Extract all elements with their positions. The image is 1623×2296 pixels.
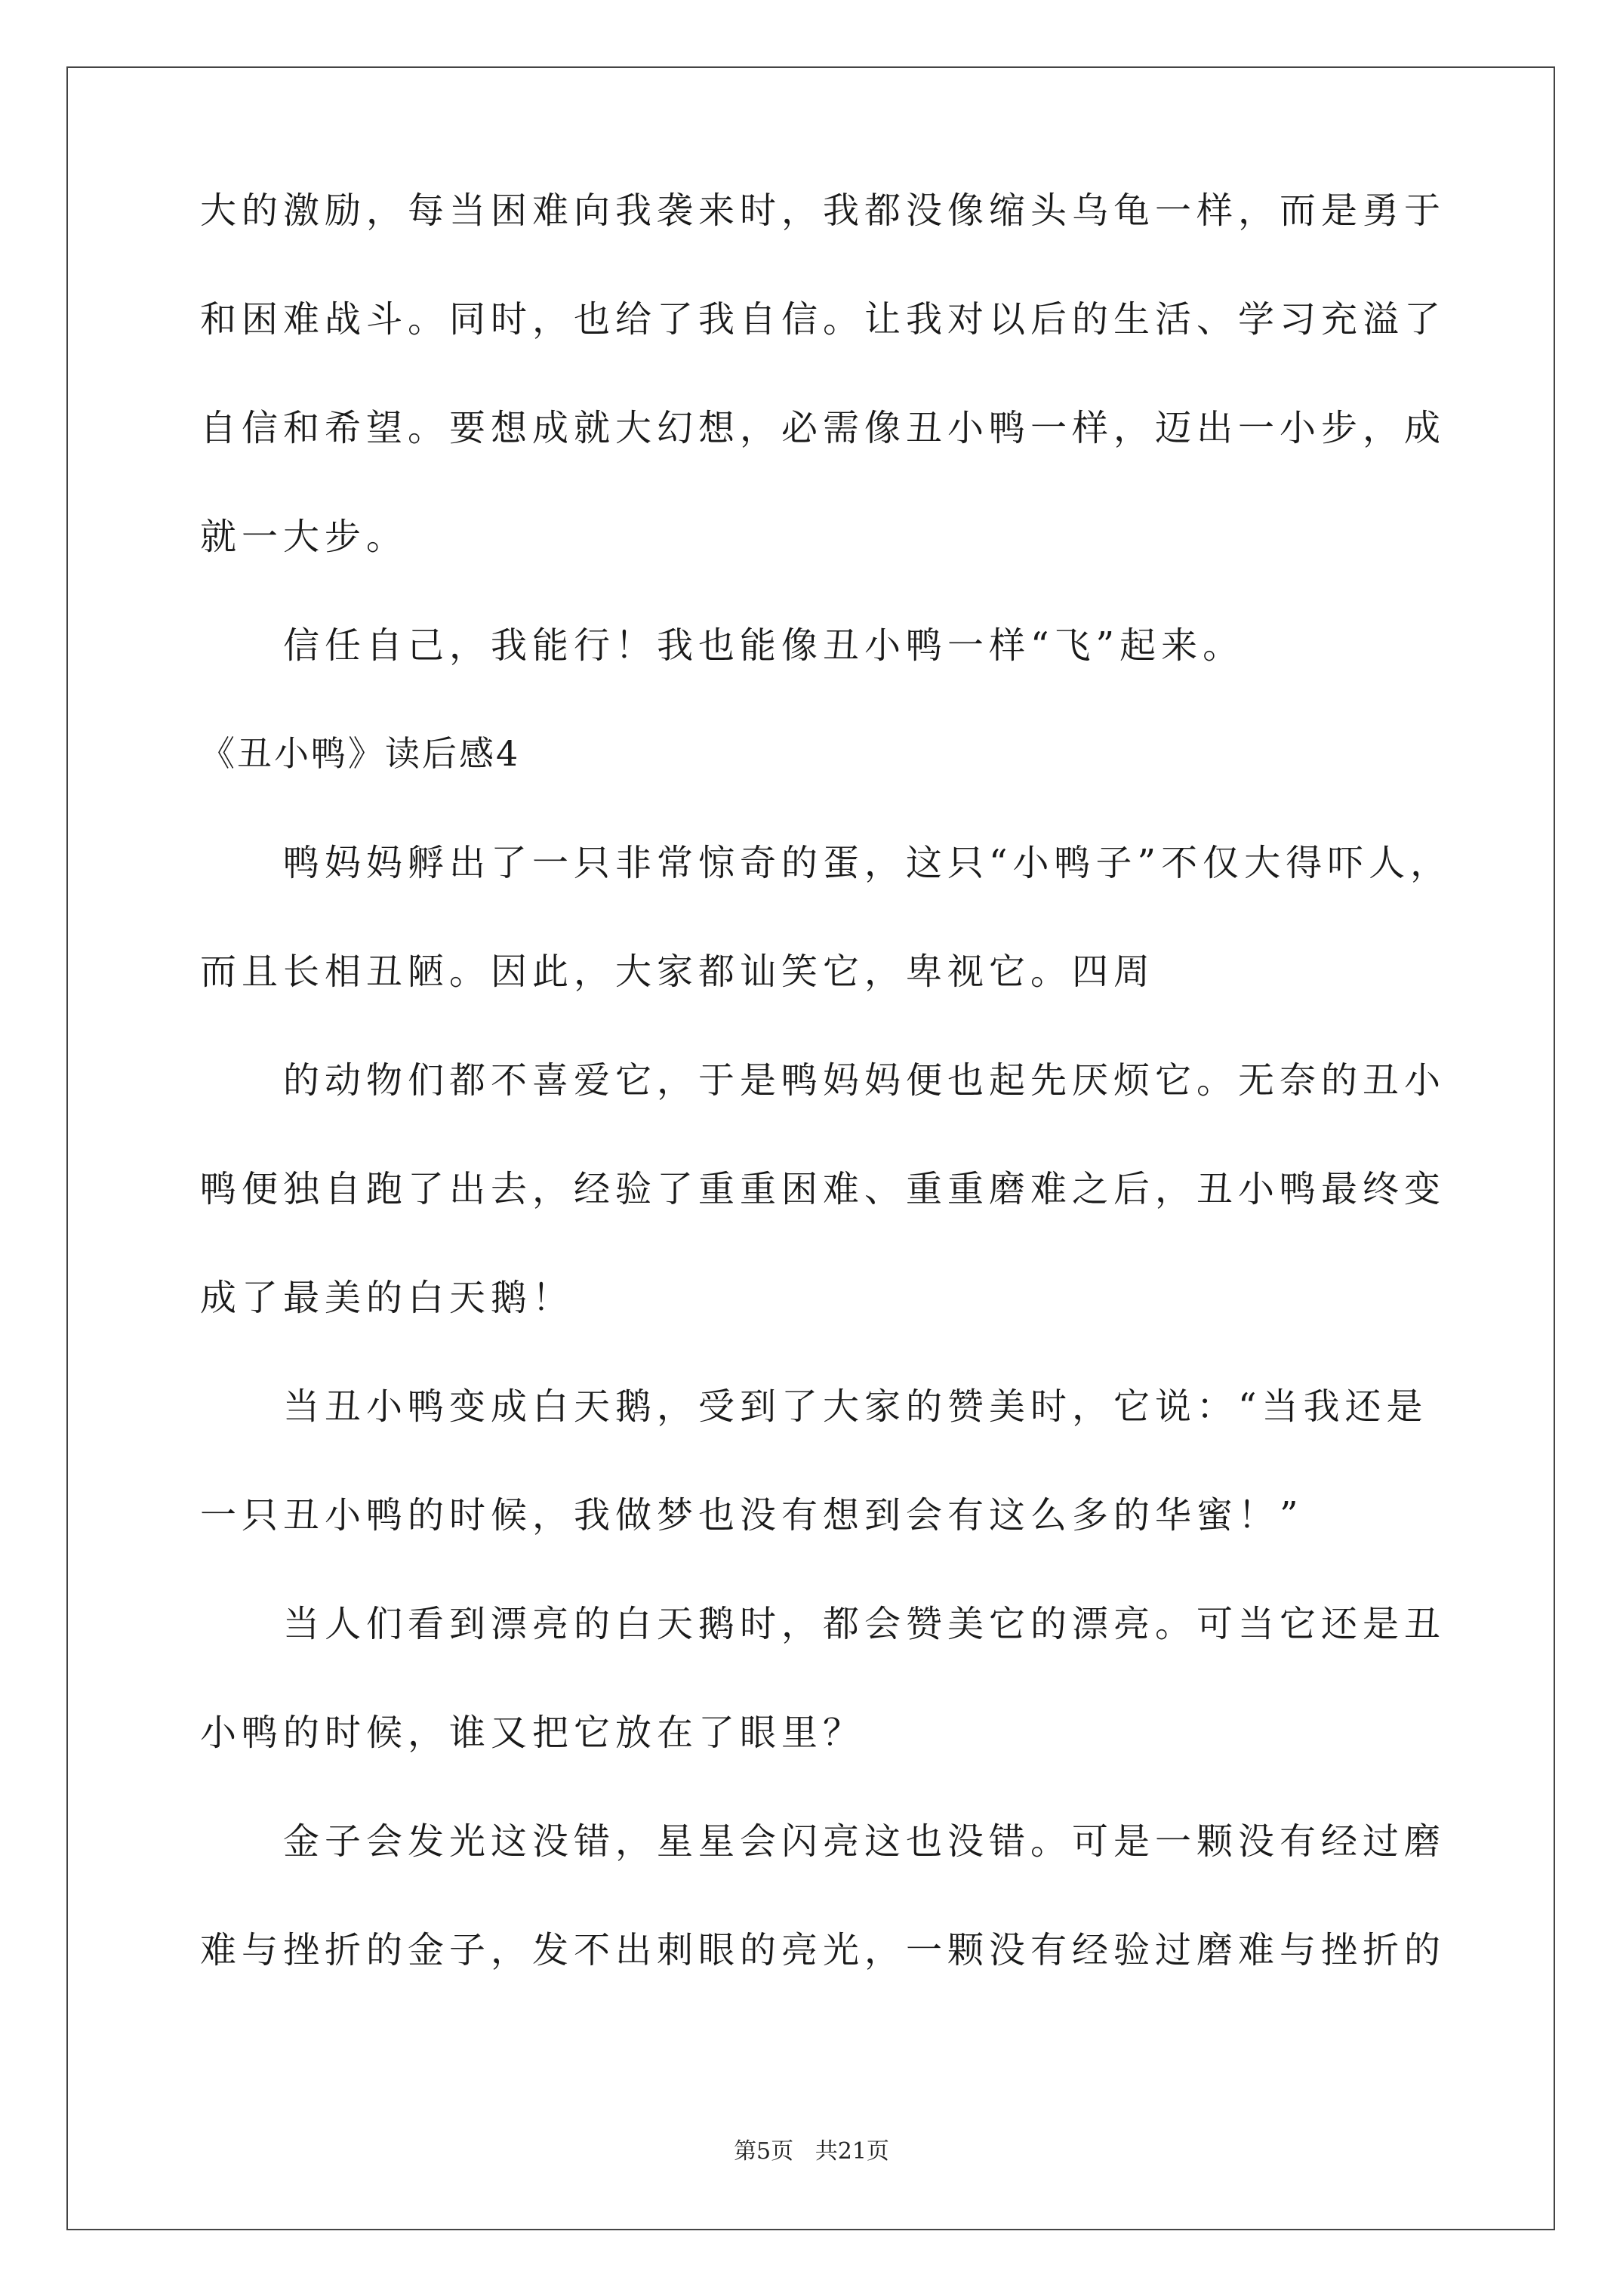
paragraph-line: 而且长相丑陋。因此，大家都讪笑它，卑视它。四周	[200, 951, 1156, 993]
section-heading: 《丑小鸭》读后感4	[200, 733, 521, 774]
paragraph-line: 小鸭的时候，谁又把它放在了眼里？	[200, 1712, 865, 1754]
paragraph-line: 成了最美的白天鹅！	[200, 1277, 574, 1319]
document-body	[200, 190, 1453, 2041]
paragraph-line: 的动物们都不喜爱它，于是鸭妈妈便也起先厌烦它。无奈的丑小	[283, 1059, 1446, 1102]
paragraph-line: 鸭妈妈孵出了一只非常惊奇的蛋，这只“小鸭子”不仅大得吓人，	[283, 842, 1452, 884]
paragraph-line: 就一大步。	[200, 516, 408, 558]
page-number-footer: 第5页 共21页	[734, 2138, 889, 2165]
paragraph-line: 和困难战斗。同时，也给了我自信。让我对以后的生活、学习充溢了	[200, 298, 1446, 341]
paragraph-line: 金子会发光这没错，星星会闪亮这也没错。可是一颗没有经过磨	[283, 1820, 1446, 1863]
paragraph-line: 当丑小鸭变成白天鹅，受到了大家的赞美时，它说：“当我还是	[283, 1385, 1428, 1428]
paragraph-line: 自信和希望。要想成就大幻想，必需像丑小鸭一样，迈出一小步，成	[200, 407, 1446, 449]
paragraph-line: 难与挫折的金子，发不出刺眼的亮光，一颗没有经验过磨难与挫折的	[200, 1929, 1446, 1971]
paragraph-line: 一只丑小鸭的时候，我做梦也没有想到会有这么多的华蜜！”	[200, 1494, 1304, 1536]
paragraph-line: 鸭便独自跑了出去，经验了重重困难、重重磨难之后，丑小鸭最终变	[200, 1168, 1446, 1210]
paragraph-line: 大的激励，每当困难向我袭来时，我都没像缩头乌龟一样，而是勇于	[200, 190, 1446, 232]
paragraph-line: 当人们看到漂亮的白天鹅时，都会赞美它的漂亮。可当它还是丑	[283, 1603, 1446, 1645]
paragraph-line: 信任自己，我能行！我也能像丑小鸭一样“飞”起来。	[283, 624, 1245, 667]
